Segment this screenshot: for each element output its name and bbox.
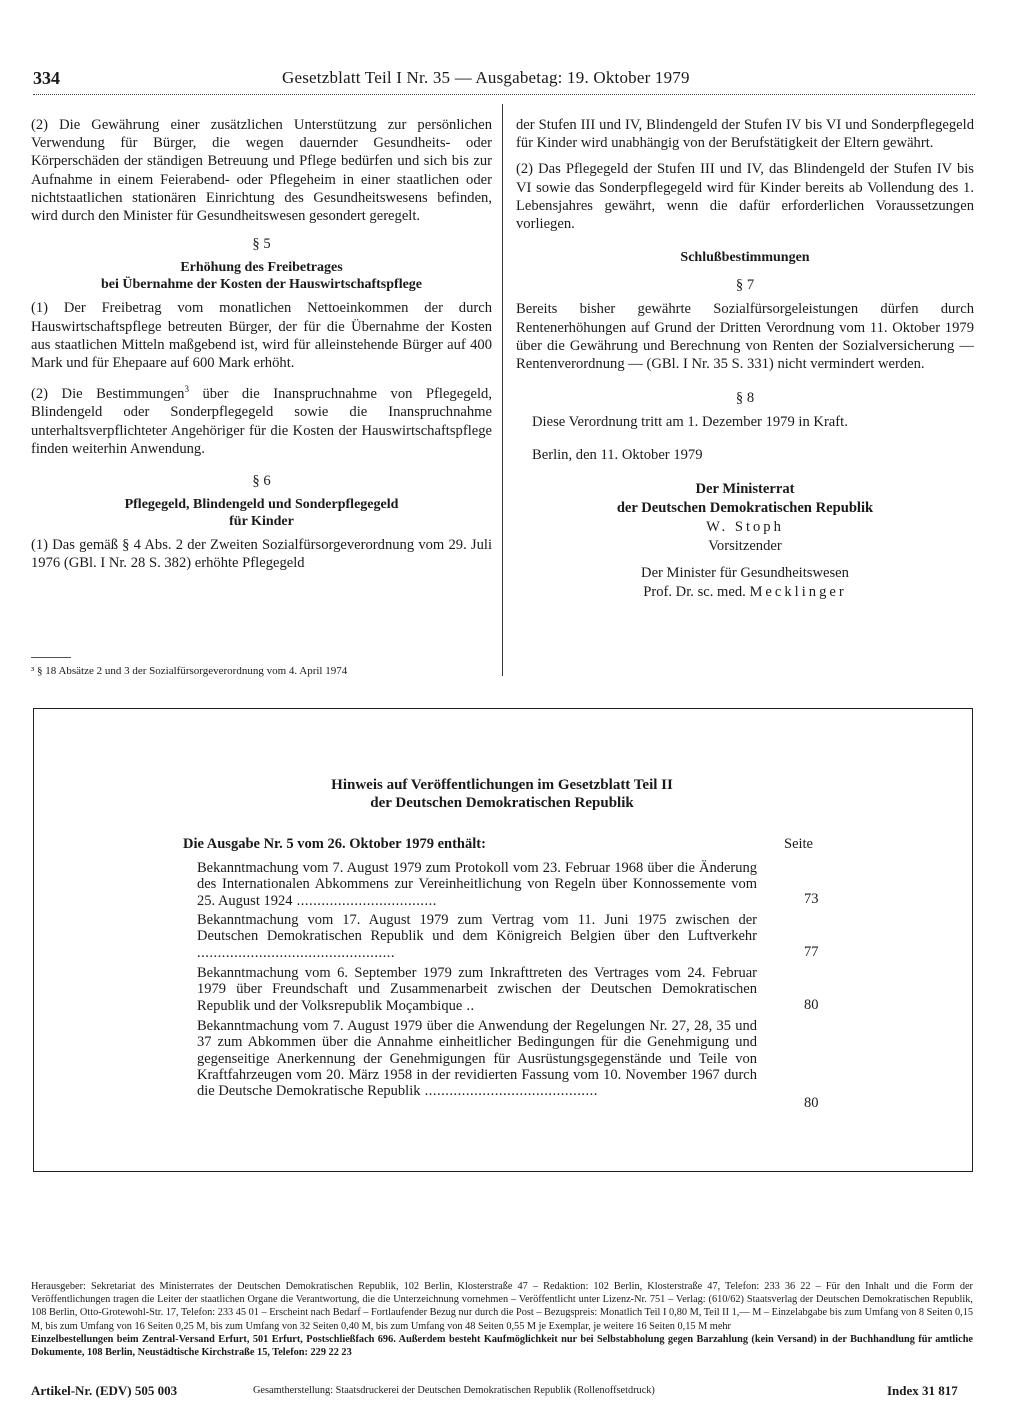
section-5-number: § 5 <box>252 236 271 253</box>
section-5-title-line-1: Erhöhung des Freibetrages <box>180 260 343 276</box>
notice-title <box>33 776 971 812</box>
toc-entry-page: 80 <box>804 1095 819 1111</box>
section-5-paragraph-2-start: (2) Die Bestimmungen <box>31 386 185 403</box>
section-6-title-line-2: für Kinder <box>229 514 294 530</box>
signatory-role-2: Der Minister für Gesundheitswesen <box>641 564 849 581</box>
signature-organ-line-2: der Deutschen Demokratischen Republik <box>616 499 874 516</box>
toc-entry-text: Bekanntmachung vom 17. August 1979 zum Vertrag vom 11. Juni 1975 zwischen der Deutschen Demokratischen Republik und dem Königreich Belgien über den Luftverkehr <box>197 912 757 945</box>
section-6-paragraph-1: (1) Das gemäß § 4 Abs. 2 der Zweiten Sozialfürsorgeverordnung vom 29. Juli 1976 (GBl. I Nr. 28 S. 382) erhöhte Pflegegeld <box>31 537 492 572</box>
signatory-title: Prof. Dr. sc. med. <box>643 583 750 600</box>
imprint-text: Herausgeber: Sekretariat des Ministerrates der Deutschen Demokratischen Republik, 102 Berlin, Klosterstraße 47 – Redaktion: 102 Berlin, Klosterstraße 47, Telefon: 233 36 22 – Für den Inhalt und die Form der Veröffentlichungen tragen die Leiter der staatlichen Organe die Verantwortung, die die Unterzeichnung vornehmen – Veröffentlicht unter Lizenz-Nr. 751 – Verlag: (610/62) Staatsverlag der Deutschen Demokratischen Republik, 108 Berlin, Otto-Grotewohl-Str. 17, Telefon: 233 45 01 – Erscheint nach Bedarf – Fortlaufender Bezug nur durch die Post – Bezugspreis: Monatlich Teil I 0,80 M, Teil II 1,— M – Einzelabgabe bis zum Umfang von 8 Seiten 0,15 M, bis zum Umfang von 16 Seiten 0,25 M, bis zum Umfang von 32 Seiten 0,40 M, bis zum Umfang von 48 Seiten 0,55 M je Exemplar, je weitere 16 Seiten 0,15 M mehr <box>31 1281 973 1332</box>
place-date: Berlin, den 11. Oktober 1979 <box>532 446 703 463</box>
section-7-number: § 7 <box>735 277 755 294</box>
page-column-header: Seite <box>784 836 813 852</box>
leader-dots: ................................................ <box>197 944 395 961</box>
toc-entry-text: Bekanntmachung vom 7. August 1979 zum Protokoll vom 23. Februar 1968 über die Änderung des Internationalen Abkommens zur Vereinheitlichung von Regeln über Konnossemente vom 25. August 1924 <box>197 860 757 909</box>
leader-dots: .. <box>462 997 475 1014</box>
section-5-title-line-2: bei Übernahme der Kosten der Hauswirtschaftspflege <box>100 277 423 293</box>
toc-entry-page: 80 <box>804 997 819 1013</box>
notice-title-line-2: der Deutschen Demokratischen Republik <box>370 795 634 811</box>
section-5-title <box>31 259 492 293</box>
toc-entry-page: 73 <box>804 891 819 907</box>
section-6-title-line-1: Pflegegeld, Blindengeld und Sonderpflegegeld <box>124 497 399 513</box>
right-column <box>516 116 974 602</box>
signatory-name-1: W. Stoph <box>706 518 784 535</box>
header-rule <box>33 94 975 95</box>
notice-title-line-1: Hinweis auf Veröffentlichungen im Gesetzblatt Teil II <box>331 777 673 793</box>
toc-entry <box>197 912 757 961</box>
footnote: ³ § 18 Absätze 2 und 3 der Sozialfürsorgeverordnung vom 4. April 1974 <box>31 665 348 677</box>
section-6-number: § 6 <box>252 472 271 489</box>
toc-entry <box>197 860 757 909</box>
imprint-orders: Einzelbestellungen beim Zentral-Versand Erfurt, 501 Erfurt, Postschließfach 696. Außerdem besteht Kaufmöglichkeit nur bei Selbstabholung gegen Barzahlung (kein Versand) in der Buchhandlung für amtliche Dokumente, 108 Berlin, Neustädtische Kirchstraße 15, Telefon: 229 22 23 <box>31 1333 973 1359</box>
toc-entry-page: 77 <box>804 944 819 960</box>
section-7-paragraph: Bereits bisher gewährte Sozialfürsorgeleistungen dürfen durch Rentenerhöhungen auf Grund der Dritten Verordnung vom 11. Oktober 1979 über die Gewährung und Berechnung von Renten der Sozialversicherung — Rentenverordnung — (GBl. I Nr. 35 S. 331) nicht vermindert werden. <box>516 301 974 373</box>
index-number: Index 31 817 <box>887 1383 958 1398</box>
section-5-paragraph-1: (1) Der Freibetrag vom monatlichen Nettoeinkommen der durch Hauswirtschaftspflege betreuten Bürger, der für die Übernahme der Kosten aus staatlichen Mitteln maßgebend ist, wird für alleinstehende Bürger auf 400 Mark und für Ehepaare auf 600 Mark erhöht. <box>31 300 492 372</box>
running-title: Gesetzblatt Teil I Nr. 35 — Ausgabetag: 19. Oktober 1979 <box>282 68 690 87</box>
toc-entry-text: Bekanntmachung vom 6. September 1979 zum Inkrafttreten des Vertrages vom 24. Februar 1979 über Freundschaft und Zusammenarbeit zwischen der Deutschen Demokratischen Republik und der Volksrepublik Moçambique <box>197 965 757 1014</box>
section-5-paragraph-2 <box>31 380 492 458</box>
section-5-paragraph-2-end: über die Inanspruchnahme von Pflegegeld, Blindengeld oder Sonderpflegegeld sowie die Inanspruchnahme unterhaltsverpflichteter Angehöriger für die Kosten der Hauswirtschaftspflege finden weiterhin Anwendung. <box>31 386 492 457</box>
toc-entry <box>197 965 757 1014</box>
article-number: Artikel-Nr. (EDV) 505 003 <box>31 1383 178 1398</box>
printer-line: Gesamtherstellung: Staatsdruckerei der Deutschen Demokratischen Republik (Rollenoffsetdruck) <box>253 1385 655 1396</box>
left-column <box>31 116 492 581</box>
section-8-number: § 8 <box>735 390 755 407</box>
section-6-paragraph-1-continued: der Stufen III und IV, Blindengeld der Stufen IV bis VI und Sonderpflegegeld für Kinder wird unabhängig von der Berufstätigkeit der Eltern gewährt. <box>516 117 974 152</box>
toc-entry-text: Bekanntmachung vom 7. August 1979 über die Anwendung der Regelungen Nr. 27, 28, 35 und 37 zum Abkommen über die Annahme einheitlicher Bedingungen für die Genehmigung und gegenseitige Anerkennung der Genehmigungen für Ausrüstungsgegenstände und Teile von Kraftfahrzeugen vom 20. März 1958 in der revidierten Fassung vom 10. November 1967 durch die Deutsche Demokratische Republik <box>197 1018 757 1100</box>
final-provisions-heading: Schlußbestimmungen <box>680 250 810 266</box>
section-6-paragraph-2: (2) Das Pflegegeld der Stufen III und IV, das Blindengeld der Stufen IV bis VI sowie das Sonderpflegegeld wird für Kinder bereits ab Vollendung des 1. Lebensjahres gewährt, wenn die dafür erforderlichen Voraussetzungen vorliegen. <box>516 161 974 233</box>
section-6-title <box>31 496 492 530</box>
page-number: 334 <box>33 68 60 88</box>
signature-organ-line-1: Der Ministerrat <box>695 480 795 497</box>
leader-dots: .................................. <box>292 892 437 909</box>
column-divider <box>502 104 503 676</box>
signatory-role-1: Vorsitzender <box>708 537 782 554</box>
signatory-surname: Mecklinger <box>749 583 847 600</box>
footnote-reference: 3 <box>184 384 189 395</box>
leader-dots: .......................................... <box>420 1083 598 1100</box>
section-8-paragraph: Diese Verordnung tritt am 1. Dezember 1979 in Kraft. <box>532 414 848 431</box>
paragraph-4-2: (2) Die Gewährung einer zusätzlichen Unterstützung zur persönlichen Verwendung für Bürger, die wegen dauernder Gesundheits- oder Körperschäden der ständigen Betreuung und Pflege bedürfen und sich bis zur Aufnahme in einem Feierabend- oder Pflegeheim in einer staatlichen oder nichtstaatlichen stationären Einrichtung des Gesundheitswesens befinden, wird durch den Minister für Gesundheitswesen gesondert geregelt. <box>31 117 492 225</box>
toc-entry <box>197 1018 757 1099</box>
signature-block <box>516 480 974 602</box>
signatory-name-2 <box>516 583 974 602</box>
footnote-rule <box>31 657 71 658</box>
imprint <box>31 1280 973 1359</box>
issue-line: Die Ausgabe Nr. 5 vom 26. Oktober 1979 enthält: <box>183 836 486 852</box>
